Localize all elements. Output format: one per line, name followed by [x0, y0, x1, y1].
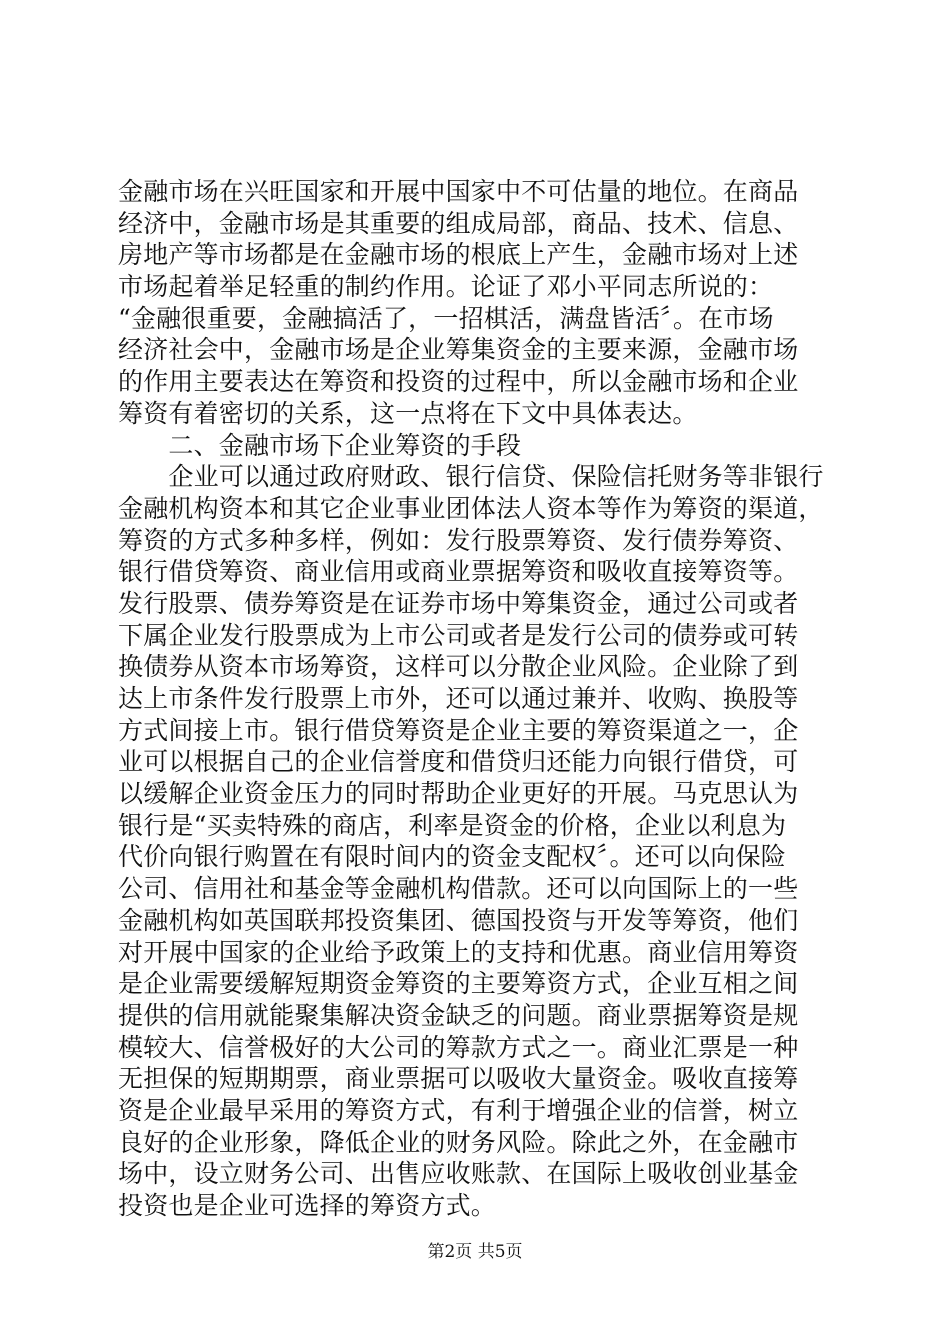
text-line: 的作用主要表达在筹资和投资的过程中，所以金融市场和企业	[118, 367, 799, 397]
text-line: 达上市条件发行股票上市外，还可以通过兼并、收购、换股等	[118, 684, 799, 713]
text-line: 银行借贷筹资、商业信用或商业票据筹资和吸收直接筹资等。	[118, 557, 799, 587]
text-line: 发行股票、债券筹资是在证券市场中筹集资金，通过公司或者	[118, 588, 799, 618]
text-line: 业可以根据自己的企业信誉度和借贷归还能力向银行借贷，可	[118, 747, 799, 777]
text-line: 经济中，金融市场是其重要的组成局部，商品、技术、信息、	[118, 208, 799, 238]
text-line: 模较大、信誉极好的大公司的筹款方式之一。商业汇票是一种	[118, 1032, 799, 1062]
text-line: 金融机构资本和其它企业事业团体法人资本等作为筹资的渠道，	[118, 493, 824, 523]
text-line: 方式间接上市。银行借贷筹资是企业主要的筹资渠道之一，企	[118, 715, 799, 745]
text-line: 投资也是企业可选择的筹资方式。	[118, 1191, 497, 1220]
text-line: 良好的企业形象，降低企业的财务风险。除此之外，在金融市	[118, 1127, 799, 1157]
text-line: 场中，设立财务公司、出售应收账款、在国际上吸收创业基金	[118, 1159, 799, 1189]
text-line: “金融很重要，金融搞活了，一招棋活，满盘皆活〞。在市场	[118, 303, 774, 333]
page-number-footer: 第2页 共5页	[427, 1242, 523, 1262]
text-line: 银行是“买卖特殊的商店，利率是资金的价格，企业以利息为	[118, 810, 787, 840]
text-line: 金融机构如英国联邦投资集团、德国投资与开发等筹资，他们	[118, 905, 799, 935]
text-line: 代价向银行购置在有限时间内的资金支配权〞。还可以向保险	[118, 842, 786, 872]
text-line: 资是企业最早采用的筹资方式，有利于增强企业的信誉，树立	[118, 1095, 799, 1125]
body-text	[118, 176, 838, 1222]
text-line: 提供的信用就能聚集解决资金缺乏的问题。商业票据筹资是规	[118, 1000, 799, 1030]
text-line: 市场起着举足轻重的制约作用。论证了邓小平同志所说的：	[118, 272, 774, 302]
text-line: 筹资的方式多种多样，例如：发行股票筹资、发行债券筹资、	[118, 525, 799, 555]
text-line: 换债券从资本市场筹资，这样可以分散企业风险。企业除了到	[118, 652, 799, 682]
text-line: 企业可以通过政府财政、银行信贷、保险信托财务等非银行	[118, 462, 824, 492]
text-line: 房地产等市场都是在金融市场的根底上产生，金融市场对上述	[118, 240, 799, 270]
text-line: 以缓解企业资金压力的同时帮助企业更好的开展。马克思认为	[118, 779, 799, 809]
text-line: 金融市场在兴旺国家和开展中国家中不可估量的地位。在商品	[118, 177, 799, 206]
text-line: 公司、信用社和基金等金融机构借款。还可以向国际上的一些	[118, 874, 799, 904]
text-line: 对开展中国家的企业给予政策上的支持和优惠。商业信用筹资	[118, 937, 799, 967]
text-line: 是企业需要缓解短期资金筹资的主要筹资方式，企业互相之间	[118, 969, 799, 999]
text-line: 下属企业发行股票成为上市公司或者是发行公司的债券或可转	[118, 620, 799, 650]
text-line: 无担保的短期期票，商业票据可以吸收大量资金。吸收直接筹	[118, 1064, 799, 1094]
text-line: 经济社会中，金融市场是企业筹集资金的主要来源，金融市场	[118, 335, 799, 365]
section-heading: 二、金融市场下企业筹资的手段	[118, 430, 522, 460]
text-line: 筹资有着密切的关系，这一点将在下文中具体表达。	[118, 398, 698, 428]
